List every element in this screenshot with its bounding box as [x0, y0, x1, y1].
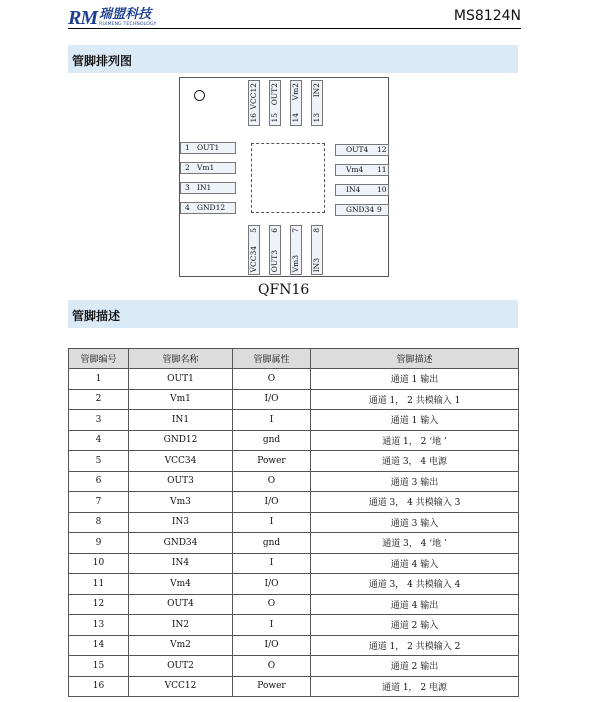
pin-number: 16: [249, 113, 258, 123]
pin-pad-left: [180, 142, 236, 154]
pin-pad-top: [290, 80, 302, 126]
cell-pin-description: 通道 2 输入: [311, 615, 519, 636]
pin-number: 14: [291, 113, 300, 123]
pin-pad-top: [248, 80, 260, 126]
pin-pad-right: [335, 144, 389, 156]
col-header-pin-attribute: 管脚属性: [233, 349, 311, 369]
table-row: [69, 594, 519, 615]
cell-pin-description: 通道 2 输出: [311, 656, 519, 677]
cell-pin-name: Vm4: [129, 574, 233, 595]
pin-name: Vm1: [197, 163, 215, 172]
pin-number: 3: [185, 183, 190, 192]
cell-pin-description: 通道 1， 2 ‘地 ’: [311, 430, 519, 451]
cell-pin-attribute: I/O: [233, 389, 311, 410]
cell-pin-attribute: O: [233, 369, 311, 390]
cell-pin-name: GND34: [129, 533, 233, 554]
cell-pin-description: 通道 3 输入: [311, 512, 519, 533]
cell-pin-attribute: Power: [233, 676, 311, 697]
cell-pin-number: 16: [69, 676, 129, 697]
table-row: [69, 533, 519, 554]
cell-pin-number: 4: [69, 430, 129, 451]
cell-pin-name: OUT1: [129, 369, 233, 390]
cell-pin-number: 12: [69, 594, 129, 615]
pin-pad-left: [180, 162, 236, 174]
cell-pin-number: 5: [69, 451, 129, 472]
cell-pin-description: 通道 4 输出: [311, 594, 519, 615]
pin-pad-left: [180, 182, 236, 194]
cell-pin-name: OUT4: [129, 594, 233, 615]
pin-name: Vm4: [346, 165, 364, 174]
table-row: [69, 512, 519, 533]
cell-pin-number: 9: [69, 533, 129, 554]
table-row: [69, 676, 519, 697]
logo-chinese-name: 瑞盟科技: [99, 7, 152, 22]
cell-pin-attribute: I: [233, 512, 311, 533]
pin-number: 15: [270, 113, 279, 123]
description-section-title: 管脚描述: [72, 309, 121, 323]
table-row: [69, 635, 519, 656]
pin-name: OUT1: [197, 143, 220, 152]
cell-pin-attribute: I: [233, 410, 311, 431]
cell-pin-name: Vm3: [129, 492, 233, 513]
exposed-pad: [251, 143, 325, 213]
pin-name: Vm2: [291, 83, 300, 101]
table-header-row: [69, 349, 519, 369]
cell-pin-attribute: I: [233, 615, 311, 636]
table-row: [69, 369, 519, 390]
pin-name: OUT2: [270, 83, 279, 106]
cell-pin-attribute: I/O: [233, 635, 311, 656]
pin-name: GND34: [346, 205, 375, 214]
pin-number: 6: [270, 228, 279, 233]
cell-pin-number: 3: [69, 410, 129, 431]
pin-name: Vm3: [291, 254, 300, 272]
col-header-pin-number: 管脚编号: [69, 349, 129, 369]
pin-name: VCC12: [249, 83, 258, 110]
cell-pin-attribute: O: [233, 594, 311, 615]
cell-pin-attribute: O: [233, 471, 311, 492]
pin-pad-top: [311, 80, 323, 126]
pinout-section-band: [68, 45, 518, 73]
pin-pad-right: [335, 184, 389, 196]
pin-number: 1: [185, 143, 190, 152]
pin-name: IN1: [197, 183, 212, 192]
cell-pin-number: 11: [69, 574, 129, 595]
cell-pin-number: 10: [69, 553, 129, 574]
pin-number: 8: [312, 228, 321, 233]
pin-pad-bottom: [311, 225, 323, 275]
cell-pin-number: 7: [69, 492, 129, 513]
col-header-pin-name: 管脚名称: [129, 349, 233, 369]
pin-name: GND12: [197, 203, 226, 212]
pin-name: OUT4: [346, 145, 369, 154]
cell-pin-name: OUT2: [129, 656, 233, 677]
cell-pin-description: 通道 3， 4 电源: [311, 451, 519, 472]
table-row: [69, 389, 519, 410]
part-number: MS8124N: [453, 8, 521, 24]
pin-pad-right: [335, 164, 389, 176]
table-row: [69, 615, 519, 636]
cell-pin-name: IN4: [129, 553, 233, 574]
logo-english-name: RUIMENG TECHNOLOGY: [99, 22, 157, 27]
cell-pin-attribute: I/O: [233, 574, 311, 595]
table-row: [69, 430, 519, 451]
pin-number: 5: [249, 228, 258, 233]
pin-number: 13: [312, 113, 321, 123]
table-row: [69, 471, 519, 492]
table-row: [69, 574, 519, 595]
cell-pin-name: Vm2: [129, 635, 233, 656]
pin-pad-bottom: [269, 225, 281, 275]
cell-pin-description: 通道 1， 2 共模输入 2: [311, 635, 519, 656]
cell-pin-name: IN3: [129, 512, 233, 533]
table-row: [69, 656, 519, 677]
cell-pin-attribute: Power: [233, 451, 311, 472]
cell-pin-name: GND12: [129, 430, 233, 451]
description-section-band: [68, 300, 518, 328]
cell-pin-name: Vm1: [129, 389, 233, 410]
pin-pad-bottom: [248, 225, 260, 275]
cell-pin-description: 通道 1， 2 共模输入 1: [311, 389, 519, 410]
pin-name: IN2: [312, 83, 321, 98]
cell-pin-description: 通道 1， 2 电源: [311, 676, 519, 697]
cell-pin-description: 通道 3 输出: [311, 471, 519, 492]
cell-pin-name: OUT3: [129, 471, 233, 492]
pin-number: 9: [377, 205, 382, 214]
cell-pin-attribute: O: [233, 656, 311, 677]
pin-number: 2: [185, 163, 190, 172]
pin-name: IN3: [312, 257, 321, 272]
cell-pin-attribute: I/O: [233, 492, 311, 513]
logo-mark: RM: [68, 7, 98, 29]
cell-pin-name: VCC34: [129, 451, 233, 472]
table-row: [69, 553, 519, 574]
cell-pin-name: VCC12: [129, 676, 233, 697]
cell-pin-number: 8: [69, 512, 129, 533]
pin-name: IN4: [346, 185, 361, 194]
pin-pad-top: [269, 80, 281, 126]
pin-pad-left: [180, 202, 236, 214]
pin-number: 10: [377, 185, 387, 194]
cell-pin-description: 通道 3， 4 ‘地 ’: [311, 533, 519, 554]
pin-number: 4: [185, 203, 190, 212]
cell-pin-number: 6: [69, 471, 129, 492]
pin-pad-bottom: [290, 225, 302, 275]
cell-pin-number: 2: [69, 389, 129, 410]
cell-pin-attribute: gnd: [233, 533, 311, 554]
cell-pin-number: 14: [69, 635, 129, 656]
cell-pin-description: 通道 1 输出: [311, 369, 519, 390]
col-header-pin-description: 管脚描述: [311, 349, 519, 369]
pinout-section-title: 管脚排列图: [72, 54, 133, 68]
table-row: [69, 410, 519, 431]
header-divider: [68, 28, 521, 29]
table-row: [69, 451, 519, 472]
cell-pin-number: 15: [69, 656, 129, 677]
cell-pin-number: 13: [69, 615, 129, 636]
cell-pin-number: 1: [69, 369, 129, 390]
qfn16-package-diagram: [179, 77, 389, 277]
cell-pin-description: 通道 3， 4 共模输入 4: [311, 574, 519, 595]
cell-pin-description: 通道 1 输入: [311, 410, 519, 431]
table-row: [69, 492, 519, 513]
pin-number: 7: [291, 228, 300, 233]
pin-name: VCC34: [249, 245, 258, 272]
cell-pin-attribute: I: [233, 553, 311, 574]
package-name: QFN16: [258, 282, 310, 298]
pin-number: 12: [377, 145, 387, 154]
pin1-indicator-dot: [194, 90, 205, 101]
cell-pin-description: 通道 3， 4 共模输入 3: [311, 492, 519, 513]
pin-number: 11: [377, 165, 387, 174]
cell-pin-attribute: gnd: [233, 430, 311, 451]
pin-pad-right: [335, 204, 389, 216]
pin-description-table: [68, 348, 519, 697]
cell-pin-description: 通道 4 输入: [311, 553, 519, 574]
cell-pin-name: IN1: [129, 410, 233, 431]
pin-name: OUT3: [270, 249, 279, 272]
cell-pin-name: IN2: [129, 615, 233, 636]
